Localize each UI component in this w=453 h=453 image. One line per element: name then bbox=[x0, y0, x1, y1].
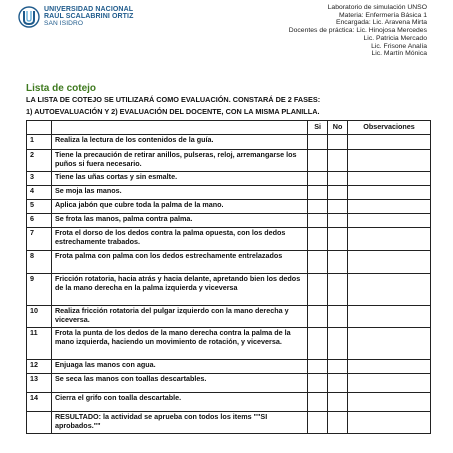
table-row bbox=[27, 328, 431, 360]
row-text: Frota palma con palma con los dedos estrechamente entrelazados bbox=[51, 251, 307, 274]
table-row bbox=[27, 274, 431, 306]
observaciones-cell[interactable] bbox=[348, 274, 431, 306]
si-cell[interactable] bbox=[308, 214, 328, 228]
row-number: 8 bbox=[27, 251, 52, 274]
info-line-lab: Laboratorio de simulación UNSO bbox=[327, 4, 427, 11]
observaciones-cell[interactable] bbox=[348, 306, 431, 328]
logo-line-2: RAÚL SCALABRINI ORTIZ bbox=[44, 13, 134, 21]
si-cell[interactable] bbox=[308, 360, 328, 374]
table-row bbox=[27, 393, 431, 412]
row-text: Se frota las manos, palma contra palma. bbox=[51, 214, 307, 228]
row-number: 9 bbox=[27, 274, 52, 306]
no-cell[interactable] bbox=[328, 360, 348, 374]
row-number: 13 bbox=[27, 374, 52, 393]
row-text: Se seca las manos con toallas descartables. bbox=[51, 374, 307, 393]
table-row bbox=[27, 374, 431, 393]
info-line-manager: Encargada: Lic. Aravena Mirta bbox=[335, 19, 427, 27]
si-cell[interactable] bbox=[308, 393, 328, 412]
no-cell[interactable] bbox=[328, 150, 348, 172]
row-number: 14 bbox=[27, 393, 52, 412]
header-no: No bbox=[328, 121, 348, 135]
observaciones-cell[interactable] bbox=[348, 200, 431, 214]
row-number: 11 bbox=[27, 328, 52, 360]
no-cell[interactable] bbox=[328, 214, 348, 228]
header-num bbox=[27, 121, 52, 135]
observaciones-cell[interactable] bbox=[348, 150, 431, 172]
no-cell[interactable] bbox=[328, 274, 348, 306]
row-number: 4 bbox=[27, 186, 52, 200]
header-si: Si bbox=[308, 121, 328, 135]
row-text: Enjuaga las manos con agua. bbox=[51, 360, 307, 374]
checklist-table bbox=[26, 120, 431, 434]
row-number: 10 bbox=[27, 306, 52, 328]
no-cell[interactable] bbox=[328, 186, 348, 200]
info-line-teachers: Docentes de práctica: Lic. Hinojosa Mercedes bbox=[288, 27, 427, 35]
row-text: Tiene las uñas cortas y sin esmalte. bbox=[51, 172, 307, 186]
table-row bbox=[27, 172, 431, 186]
info-line-teacher-2: Lic. Patricia Mercado bbox=[363, 34, 427, 42]
observaciones-cell[interactable] bbox=[348, 251, 431, 274]
no-cell[interactable] bbox=[328, 374, 348, 393]
document-header bbox=[0, 0, 453, 80]
si-cell[interactable] bbox=[308, 186, 328, 200]
si-cell[interactable] bbox=[308, 200, 328, 214]
observaciones-cell[interactable] bbox=[348, 393, 431, 412]
row-text: Realiza la lectura de los contenidos de la guía. bbox=[51, 135, 307, 150]
si-cell[interactable] bbox=[308, 135, 328, 150]
row-text: Frota la punta de los dedos de la mano derecha contra la palma de la mano izquierda, haciendo un movimiento de rotación, y viceversa. bbox=[51, 328, 307, 360]
observaciones-cell[interactable] bbox=[348, 374, 431, 393]
table-body bbox=[27, 135, 431, 434]
si-cell[interactable] bbox=[308, 172, 328, 186]
no-cell[interactable] bbox=[328, 172, 348, 186]
si-cell[interactable] bbox=[308, 274, 328, 306]
section-title: Lista de cotejo bbox=[26, 83, 97, 94]
row-text: Frota el dorso de los dedos contra la palma opuesta, con los dedos estrechamente trabados. bbox=[51, 228, 307, 251]
no-cell[interactable] bbox=[328, 135, 348, 150]
si-cell[interactable] bbox=[308, 228, 328, 251]
row-number: 12 bbox=[27, 360, 52, 374]
si-cell[interactable] bbox=[308, 150, 328, 172]
row-text: Fricción rotatoria, hacia atrás y hacia delante, apretando bien los dedos de la mano derecha en la palma izquierda y viceversa bbox=[51, 274, 307, 306]
university-logo-icon bbox=[18, 6, 40, 28]
table-row bbox=[27, 150, 431, 172]
row-number: 7 bbox=[27, 228, 52, 251]
row-text: RESULTADO: la actividad se aprueba con todos los items ""SI aprobados."" bbox=[51, 412, 307, 434]
observaciones-cell[interactable] bbox=[348, 412, 431, 434]
no-cell[interactable] bbox=[328, 393, 348, 412]
university-logo bbox=[18, 6, 188, 30]
observaciones-cell[interactable] bbox=[348, 172, 431, 186]
observaciones-cell[interactable] bbox=[348, 214, 431, 228]
info-line-teacher-3: Lic. Frisone Analía bbox=[371, 42, 427, 50]
table-row bbox=[27, 186, 431, 200]
row-text: Cierra el grifo con toalla descartable. bbox=[51, 393, 307, 412]
info-line-subject: Materia: Enfermería Básica 1 bbox=[338, 11, 427, 19]
si-cell[interactable] bbox=[308, 328, 328, 360]
table-row bbox=[27, 135, 431, 150]
logo-line-1: UNIVERSIDAD NACIONAL bbox=[44, 6, 134, 13]
row-text: Realiza fricción rotatoria del pulgar izquierdo con la mano derecha y viceversa. bbox=[51, 306, 307, 328]
observaciones-cell[interactable] bbox=[348, 360, 431, 374]
no-cell[interactable] bbox=[328, 228, 348, 251]
table-row bbox=[27, 200, 431, 214]
observaciones-cell[interactable] bbox=[348, 135, 431, 150]
logo-line-3: SAN ISIDRO bbox=[44, 20, 84, 28]
no-cell[interactable] bbox=[328, 306, 348, 328]
si-cell[interactable] bbox=[308, 412, 328, 434]
row-number bbox=[27, 412, 52, 434]
row-number: 5 bbox=[27, 200, 52, 214]
observaciones-cell[interactable] bbox=[348, 228, 431, 251]
header-item bbox=[51, 121, 307, 135]
table-row bbox=[27, 306, 431, 328]
si-cell[interactable] bbox=[308, 374, 328, 393]
course-info bbox=[289, 4, 427, 58]
table-row bbox=[27, 214, 431, 228]
table-row bbox=[27, 228, 431, 251]
no-cell[interactable] bbox=[328, 251, 348, 274]
no-cell[interactable] bbox=[328, 200, 348, 214]
no-cell[interactable] bbox=[328, 412, 348, 434]
row-number: 1 bbox=[27, 135, 52, 150]
no-cell[interactable] bbox=[328, 328, 348, 360]
table-header-row bbox=[27, 121, 431, 135]
row-text: Tiene la precaución de retirar anillos, pulseras, reloj, arremangarse los puños si fuera necesario. bbox=[51, 150, 307, 172]
info-line-teacher-4: Lic. Martín Mónica bbox=[371, 50, 427, 58]
row-text: Se moja las manos. bbox=[51, 186, 307, 200]
observaciones-cell[interactable] bbox=[348, 328, 431, 360]
row-number: 2 bbox=[27, 150, 52, 172]
si-cell[interactable] bbox=[308, 251, 328, 274]
header-observaciones: Observaciones bbox=[348, 121, 431, 135]
table-row bbox=[27, 251, 431, 274]
intro-line-1: LA LISTA DE COTEJO SE UTILIZARÁ COMO EVALUACIÓN. CONSTARÁ DE 2 FASES: bbox=[26, 95, 321, 104]
row-number: 3 bbox=[27, 172, 52, 186]
intro-line-2: 1) AUTOEVALUACIÓN Y 2) EVALUACIÓN DEL DOCENTE, CON LA MISMA PLANILLA. bbox=[26, 107, 320, 116]
si-cell[interactable] bbox=[308, 306, 328, 328]
row-text: Aplica jabón que cubre toda la palma de la mano. bbox=[51, 200, 307, 214]
observaciones-cell[interactable] bbox=[348, 186, 431, 200]
table-row bbox=[27, 412, 431, 434]
table-row bbox=[27, 360, 431, 374]
row-number: 6 bbox=[27, 214, 52, 228]
